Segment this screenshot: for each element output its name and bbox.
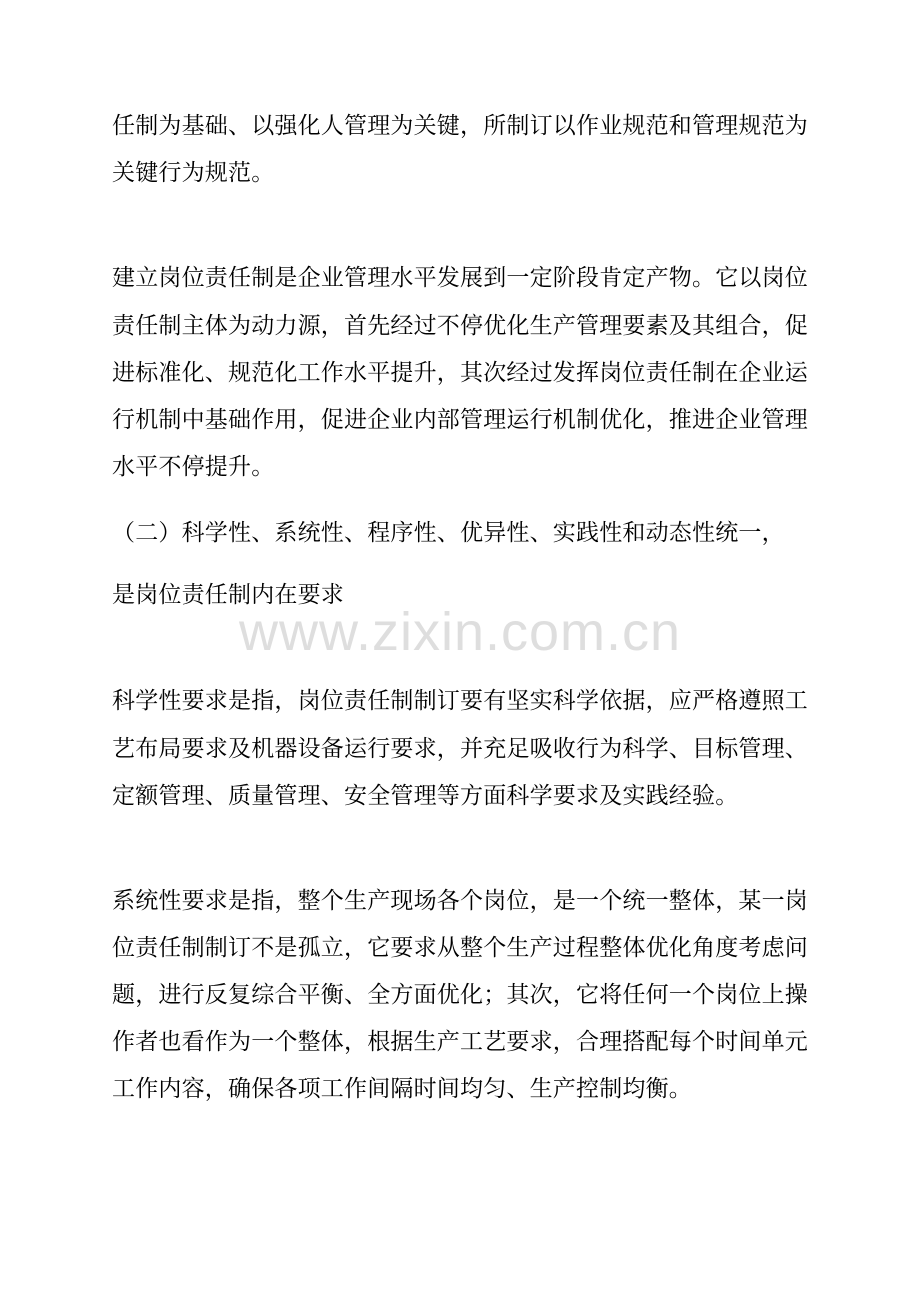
paragraph-line: 题，进行反复综合平衡、全方面优化；其次，它将任何一个岗位上操 (112, 982, 808, 1008)
paragraph-line: 水平不停提升。 (112, 454, 275, 480)
paragraph-line: 定额管理、质量管理、安全管理等方面科学要求及实践经验。 (112, 783, 739, 809)
paragraph-line: 作者也看作为一个整体，根据生产工艺要求，合理搭配每个时间单元 (112, 1029, 808, 1055)
section-heading-continued: 是岗位责任制内在要求 (112, 582, 344, 608)
paragraph-line: 任制为基础、以强化人管理为关键，所制订以作业规范和管理规范为 (112, 113, 808, 139)
paragraph-line: 责任制主体为动力源，首先经过不停优化生产管理要素及其组合，促 (112, 313, 808, 339)
paragraph-line: 位责任制制订不是孤立，它要求从整个生产过程整体优化角度考虑问 (112, 935, 808, 961)
paragraph-line: 系统性要求是指，整个生产现场各个岗位，是一个统一整体，某一岗 (112, 888, 808, 914)
watermark: www.zixin.com.cn (238, 602, 682, 662)
paragraph-line: 艺布局要求及机器设备运行要求，并充足吸收行为科学、目标管理、 (112, 736, 808, 762)
paragraph-line: 关键行为规范。 (112, 160, 275, 186)
paragraph-line: 建立岗位责任制是企业管理水平发展到一定阶段肯定产物。它以岗位 (112, 265, 808, 291)
section-heading: （二）科学性、系统性、程序性、优异性、实践性和动态性统一， (112, 520, 785, 546)
paragraph-line: 进标准化、规范化工作水平提升，其次经过发挥岗位责任制在企业运 (112, 360, 808, 386)
paragraph-line: 行机制中基础作用，促进企业内部管理运行机制优化，推进企业管理 (112, 407, 808, 433)
paragraph-line: 工作内容，确保各项工作间隔时间均匀、生产控制均衡。 (112, 1076, 692, 1102)
paragraph-line: 科学性要求是指，岗位责任制制订要有坚实科学依据，应严格遵照工 (112, 688, 808, 714)
